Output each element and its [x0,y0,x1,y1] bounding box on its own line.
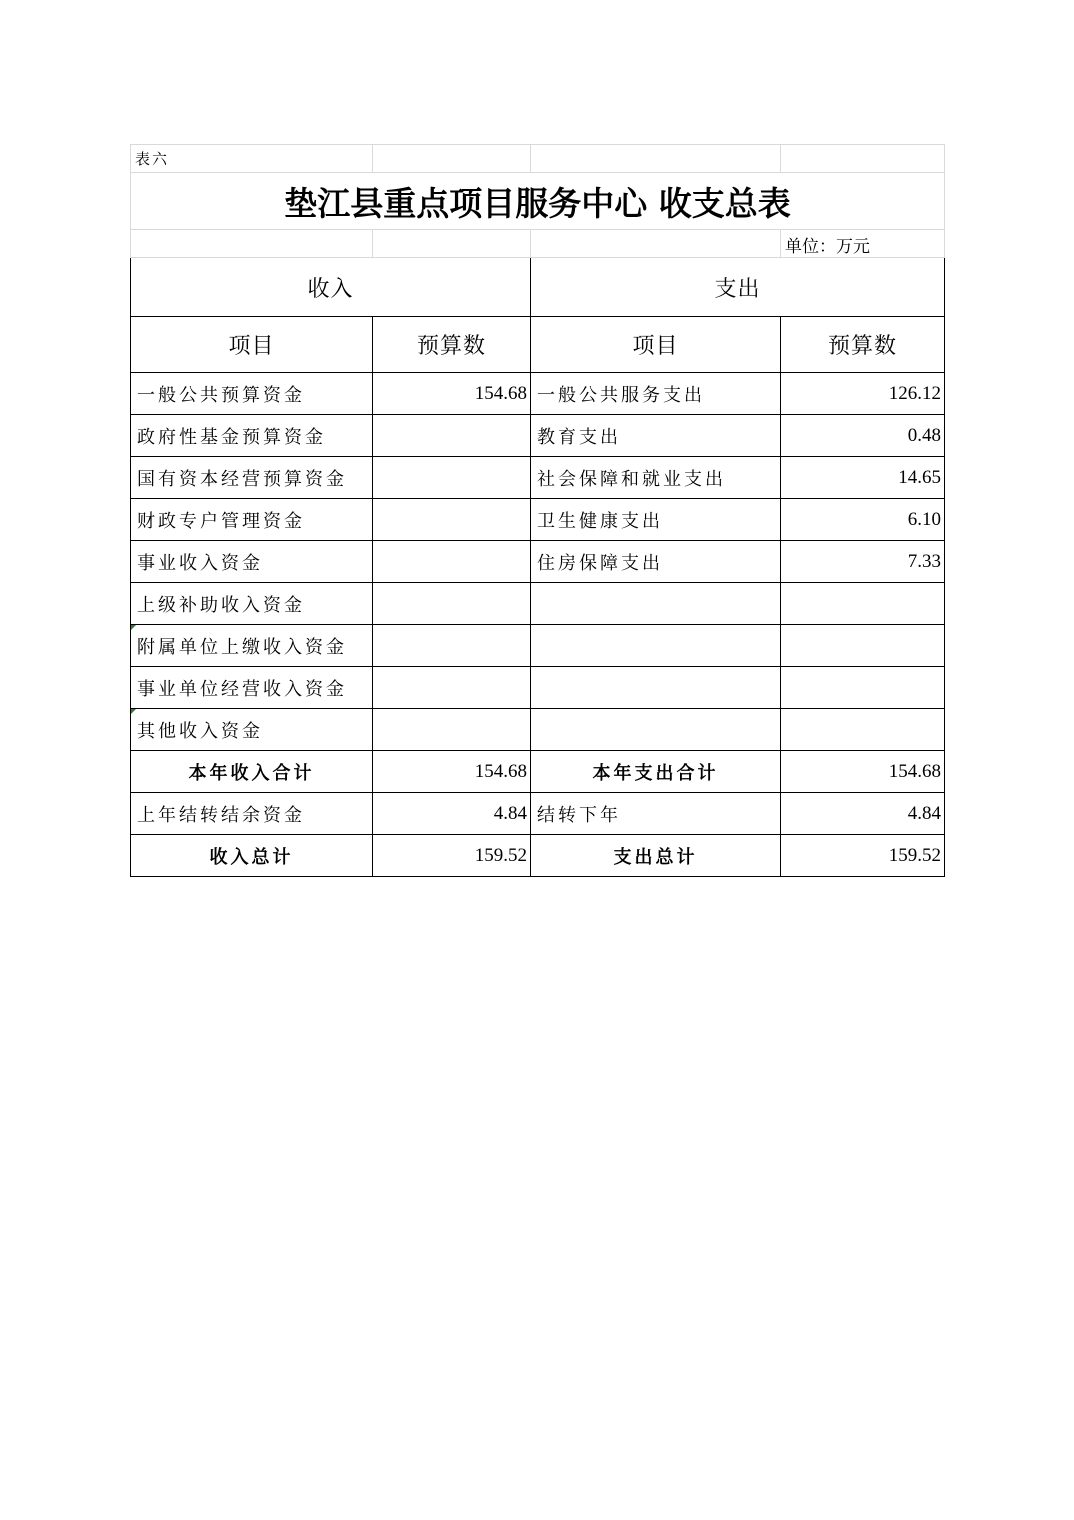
expense-header: 支出 [531,258,945,317]
budget-table [130,144,945,877]
expense-grand-total-value: 159.52 [781,835,945,877]
expense-budget-header: 预算数 [781,317,945,373]
table-row [131,457,945,499]
title-row [131,173,945,230]
expense-item-header: 项目 [531,317,781,373]
income-grand-total-label: 收入总计 [131,835,373,877]
expense-label [531,625,781,667]
expense-grand-total-label: 支出总计 [531,835,781,877]
income-label: 国有资本经营预算资金 [131,457,373,499]
expense-value [781,667,945,709]
expense-carry-label: 结转下年 [531,793,781,835]
expense-label: 卫生健康支出 [531,499,781,541]
income-label: 事业单位经营收入资金 [131,667,373,709]
expense-label [531,583,781,625]
expense-value: 6.10 [781,499,945,541]
page-title: 垫江县重点项目服务中心 收支总表 [131,173,945,230]
year-total-row [131,751,945,793]
income-carry-label: 上年结转结余资金 [131,793,373,835]
income-label: 事业收入资金 [131,541,373,583]
budget-sheet [130,144,944,877]
table-row [131,541,945,583]
income-value [373,499,531,541]
expense-value [781,625,945,667]
expense-year-total-value: 154.68 [781,751,945,793]
expense-label [531,667,781,709]
income-value [373,583,531,625]
expense-label: 一般公共服务支出 [531,373,781,415]
unit-row [131,230,945,258]
section-header-row [131,258,945,317]
expense-value [781,709,945,751]
table-row [131,667,945,709]
expense-value: 7.33 [781,541,945,583]
income-value [373,667,531,709]
expense-value: 14.65 [781,457,945,499]
income-label: 其他收入资金 [131,709,373,751]
expense-label: 住房保障支出 [531,541,781,583]
expense-carry-value: 4.84 [781,793,945,835]
expense-value [781,583,945,625]
table-row [131,499,945,541]
table-row [131,373,945,415]
income-value [373,709,531,751]
income-label: 上级补助收入资金 [131,583,373,625]
income-value [373,541,531,583]
income-grand-total-value: 159.52 [373,835,531,877]
income-value [373,457,531,499]
income-carry-value: 4.84 [373,793,531,835]
carry-row [131,793,945,835]
table-row [131,583,945,625]
table-caption: 表六 [131,145,373,173]
table-row [131,625,945,667]
expense-value: 126.12 [781,373,945,415]
expense-label: 教育支出 [531,415,781,457]
expense-year-total-label: 本年支出合计 [531,751,781,793]
income-value [373,415,531,457]
income-year-total-value: 154.68 [373,751,531,793]
unit-label: 单位：万元 [781,230,945,258]
table-row [131,415,945,457]
income-label: 政府性基金预算资金 [131,415,373,457]
column-header-row [131,317,945,373]
table-row [131,709,945,751]
income-item-header: 项目 [131,317,373,373]
income-budget-header: 预算数 [373,317,531,373]
expense-label: 社会保障和就业支出 [531,457,781,499]
grand-total-row [131,835,945,877]
expense-label [531,709,781,751]
income-label: 附属单位上缴收入资金 [131,625,373,667]
expense-value: 0.48 [781,415,945,457]
income-header: 收入 [131,258,531,317]
income-value: 154.68 [373,373,531,415]
income-label: 财政专户管理资金 [131,499,373,541]
income-value [373,625,531,667]
income-year-total-label: 本年收入合计 [131,751,373,793]
income-label: 一般公共预算资金 [131,373,373,415]
caption-row [131,145,945,173]
